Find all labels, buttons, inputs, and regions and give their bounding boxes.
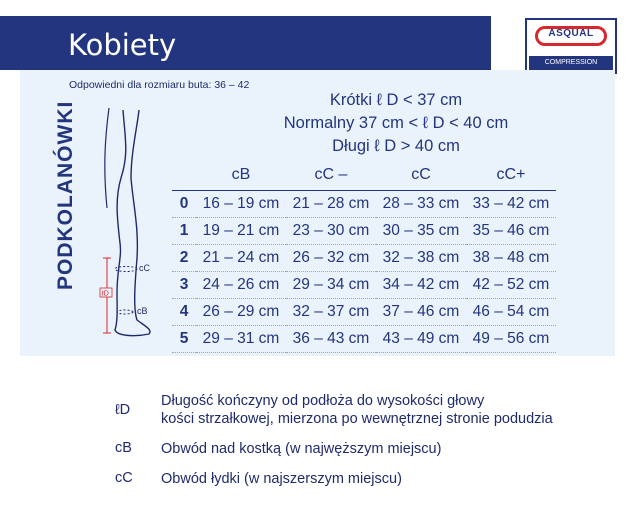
size-table <box>172 160 556 353</box>
length-normal: Normalny 37 cm < ℓ D < 40 cm <box>283 114 509 132</box>
table-corner <box>172 160 196 191</box>
table-row <box>172 299 556 326</box>
svg-text:cB: cB <box>137 306 148 316</box>
table-cell: 23 – 30 cm <box>286 218 376 245</box>
table-cell: 43 – 49 cm <box>376 326 466 353</box>
table-row <box>172 326 556 353</box>
size-number: 0 <box>172 191 196 218</box>
table-row <box>172 218 556 245</box>
table-cell: 28 – 33 cm <box>376 191 466 218</box>
leg-diagram <box>95 108 165 348</box>
legend-symbol: cB <box>115 440 132 456</box>
table-cell: 30 – 35 cm <box>376 218 466 245</box>
legend-text-line2: kości strzałkowej, mierzona po wewnętrznej stronie podudzia <box>161 411 553 427</box>
table-cell: 32 – 38 cm <box>376 245 466 272</box>
length-short: Krótki ℓ D < 37 cm <box>329 91 463 109</box>
table-cell: 21 – 24 cm <box>196 245 286 272</box>
leg-outline-icon <box>95 108 165 343</box>
table-cell: 42 – 52 cm <box>466 272 556 299</box>
col-header-cb: cB <box>196 160 286 191</box>
logo-subtitle: COMPRESSION <box>529 56 613 70</box>
table-header-row <box>172 160 556 191</box>
table-cell: 32 – 37 cm <box>286 299 376 326</box>
table-row <box>172 272 556 299</box>
page-title: Kobiety <box>68 28 177 62</box>
table-cell: 38 – 48 cm <box>466 245 556 272</box>
table-cell: 21 – 28 cm <box>286 191 376 218</box>
table-cell: 24 – 26 cm <box>196 272 286 299</box>
table-cell: 46 – 54 cm <box>466 299 556 326</box>
table-cell: 19 – 21 cm <box>196 218 286 245</box>
table-cell: 49 – 56 cm <box>466 326 556 353</box>
size-number: 1 <box>172 218 196 245</box>
shoe-size-note: Odpowiedni dla rozmiaru buta: 36 – 42 <box>69 79 250 91</box>
legend-symbol: ℓD <box>115 402 131 418</box>
col-header-cc-plus: cC+ <box>466 160 556 191</box>
size-number: 3 <box>172 272 196 299</box>
table-cell: 26 – 32 cm <box>286 245 376 272</box>
product-vertical-label: PODKOLANÓWKI <box>54 100 77 290</box>
table-cell: 26 – 29 cm <box>196 299 286 326</box>
size-number: 4 <box>172 299 196 326</box>
table-cell: 33 – 42 cm <box>466 191 556 218</box>
logo-brand: ASQUAL <box>548 28 594 39</box>
table-cell: 36 – 43 cm <box>286 326 376 353</box>
col-header-cc: cC <box>376 160 466 191</box>
size-number: 5 <box>172 326 196 353</box>
table-cell: 34 – 42 cm <box>376 272 466 299</box>
col-header-cc-minus: cC – <box>286 160 376 191</box>
table-row <box>172 191 556 218</box>
table-cell: 35 – 46 cm <box>466 218 556 245</box>
legend-text: Obwód łydki (w najszerszym miejscu) <box>161 471 402 487</box>
size-number: 2 <box>172 245 196 272</box>
legend-text: Długość kończyny od podłoża do wysokości głowy <box>161 393 485 409</box>
length-long: Długi ℓ D > 40 cm <box>332 137 460 155</box>
table-row <box>172 245 556 272</box>
asqual-logo <box>525 18 617 74</box>
table-cell: 37 – 46 cm <box>376 299 466 326</box>
svg-text:cC: cC <box>139 263 150 273</box>
legend-text: Obwód nad kostką (w najwęższym miejscu) <box>161 441 442 457</box>
table-cell: 16 – 19 cm <box>196 191 286 218</box>
svg-text:ℓD: ℓD <box>101 290 109 298</box>
legend-symbol: cC <box>115 470 133 486</box>
table-cell: 29 – 31 cm <box>196 326 286 353</box>
table-cell: 29 – 34 cm <box>286 272 376 299</box>
